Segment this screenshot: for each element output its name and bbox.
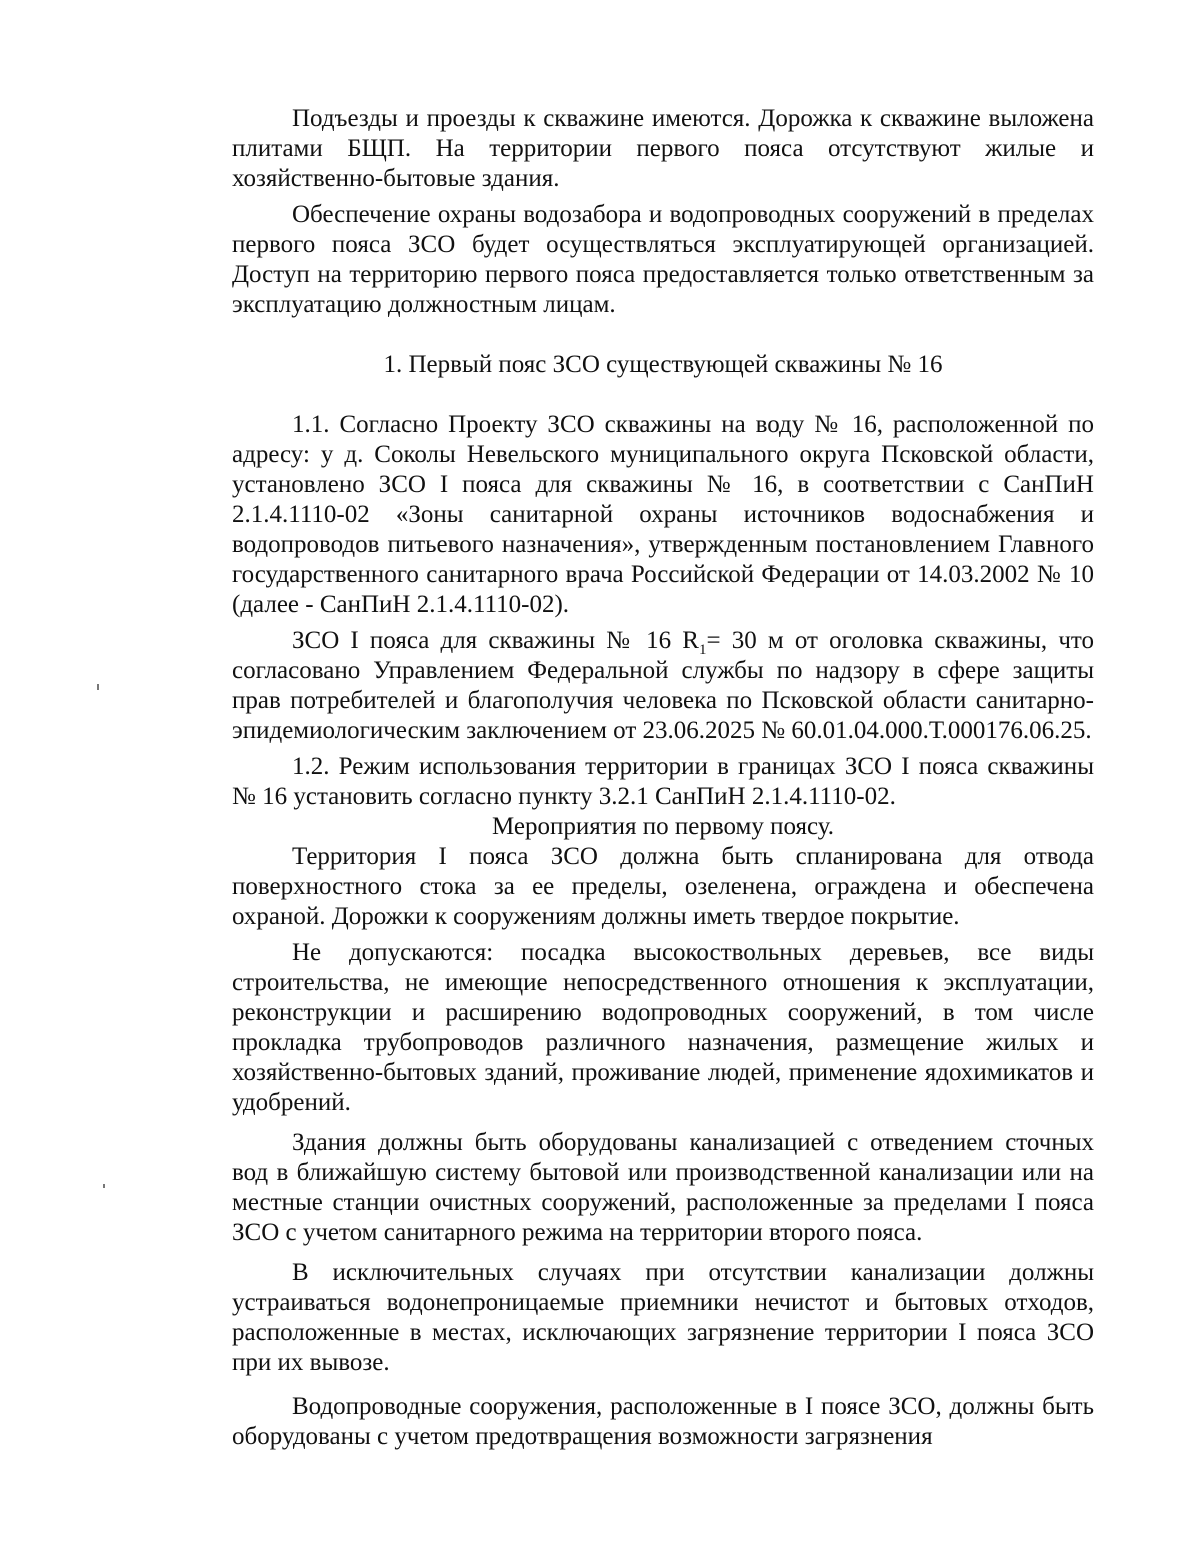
section-heading: 1. Первый пояс ЗСО существующей скважины № 16 [383,351,943,378]
paragraph-text: ЗСО I пояса для скважины № 16 R [292,627,699,654]
document-body [232,104,1094,1452]
paragraph: 1.1. Согласно Проекту ЗСО скважины на воду № 16, расположенной по адресу: у д. Соколы Невельского муниципального округа Псковской области, установлено ЗСО I пояса для скважины № 16, в соответствии с СанПиН 2.1.4.1110-02 «Зоны санитарной охраны источников водоснабжения и водопроводов питьевого назначения», утвержденным постановлением Главного государственного санитарного врача Российской Федерации от 14.03.2002 № 10 (далее - СанПиН 2.1.4.1110-02). [232,411,1094,618]
scan-speck [103,1184,105,1188]
scan-speck [97,684,99,690]
paragraph: Подъезды и проезды к скважине имеются. Дорожка к скважине выложена плитами БЩП. На территории первого пояса отсутствуют жилые и хозяйственно-бытовые здания. [232,105,1094,192]
paragraph: Обеспечение охраны водозабора и водопроводных сооружений в пределах первого пояса ЗСО будет осуществляться эксплуатирующей организацией. Доступ на территорию первого пояса предоставляется только ответственным за эксплуатацию должностным лицам. [232,201,1094,318]
paragraph: Территория I пояса ЗСО должна быть спланирована для отвода поверхностного стока за ее пределы, озеленена, ограждена и обеспечена охраной. Дорожки к сооружениям должны иметь твердое покрытие. [232,843,1094,930]
paragraph: В исключительных случаях при отсутствии канализации должны устраиваться водонепроницаемые приемники нечистот и бытовых отходов, расположенные в местах, исключающих загрязнение территории I пояса ЗСО при их вывозе. [232,1259,1094,1376]
paragraph: 1.2. Режим использования территории в границах ЗСО I пояса скважины № 16 установить согласно пункту 3.2.1 СанПиН 2.1.4.1110-02. [232,753,1094,810]
measures-heading: Мероприятия по первому поясу. [491,813,835,840]
subscript: 1 [698,642,707,658]
paragraph: Водопроводные сооружения, расположенные в I поясе ЗСО, должны быть оборудованы с учетом предотвращения возможности загрязнения [232,1393,1094,1450]
paragraph: Здания должны быть оборудованы канализацией с отведением сточных вод в ближайшую систему бытовой или производственной канализации или на местные станции очистных сооружений, расположенные за пределами I пояса ЗСО с учетом санитарного режима на территории второго пояса. [232,1129,1094,1246]
paragraph: Не допускаются: посадка высокоствольных деревьев, все виды строительства, не имеющие непосредственного отношения к эксплуатации, реконструкции и расширению водопроводных сооружений, в том числе прокладка трубопроводов различного назначения, размещение жилых и хозяйственно-бытовых зданий, проживание людей, применение ядохимикатов и удобрений. [232,939,1094,1116]
paragraph-text: = 30 м от оголовка скважины, что согласовано Управлением Федеральной службы по надзору в сфере защиты прав потребителей и благополучия человека по Псковской области санитарно-эпидемиологическим заключением от 23.06.2025 № 60.01.04.000.Т.000176.06.25. [232,627,1094,744]
paragraph [232,626,1094,746]
